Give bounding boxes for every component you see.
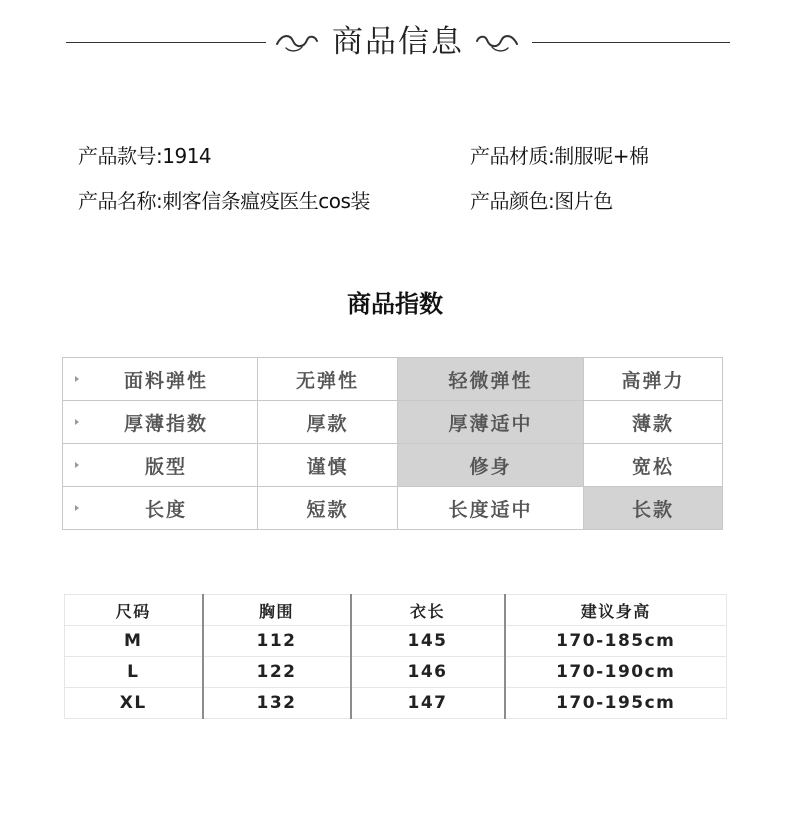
ornament-swirl-left-icon [274,30,320,54]
index-row-label-text: 版型 [144,455,187,478]
index-row-label-text: 厚薄指数 [123,412,208,435]
size-table-cell: 146 [351,657,505,688]
size-table-row [65,626,727,657]
bullet-triangle-icon [75,376,79,382]
bullet-triangle-icon [75,505,79,511]
info-material-value: 制服呢+棉 [554,144,649,168]
size-table-cell: M [65,626,203,657]
size-table-header-cell: 建议身高 [505,595,727,626]
size-table-header-cell: 尺码 [65,595,203,626]
bullet-triangle-icon [75,462,79,468]
index-option: 长款 [584,487,723,530]
size-table-cell: XL [65,688,203,719]
size-table-row [65,688,727,719]
index-option: 谨慎 [258,444,398,487]
size-table-header-row [65,595,727,626]
index-option: 修身 [398,444,584,487]
index-option: 厚款 [258,401,398,444]
size-table-header-cell: 胸围 [203,595,351,626]
index-row [63,401,723,444]
size-table-cell: L [65,657,203,688]
header-rule-left [66,42,266,43]
size-table-cell: 170-190cm [505,657,727,688]
page-title: 商品信息 [332,24,464,60]
info-name [78,187,370,215]
info-name-label: 产品名称: [78,189,163,213]
index-row [63,487,723,530]
size-table-cell: 112 [203,626,351,657]
index-row-label [63,487,258,530]
info-color [470,187,613,215]
index-option: 无弹性 [258,358,398,401]
info-model-label: 产品款号: [78,144,163,168]
bullet-triangle-icon [75,419,79,425]
header-rule-right [532,42,730,43]
size-table-header-cell: 衣长 [351,595,505,626]
index-option: 轻微弹性 [398,358,584,401]
index-row [63,444,723,487]
index-option: 薄款 [584,401,723,444]
index-section-title: 商品指数 [347,290,443,318]
index-row-label-text: 长度 [144,498,187,521]
index-row-label [63,401,258,444]
index-option: 宽松 [584,444,723,487]
size-table-cell: 122 [203,657,351,688]
size-table-cell: 170-185cm [505,626,727,657]
index-row-label [63,358,258,401]
index-table [62,357,723,530]
info-model-value: 1914 [162,144,212,168]
size-table-cell: 145 [351,626,505,657]
info-model [78,142,211,170]
size-table-row [65,657,727,688]
info-material-label: 产品材质: [470,144,555,168]
index-row-label [63,444,258,487]
index-option: 厚薄适中 [398,401,584,444]
info-name-value: 刺客信条瘟疫医生cos装 [162,189,370,213]
info-color-value: 图片色 [554,189,613,213]
index-option: 长度适中 [398,487,584,530]
ornament-swirl-right-icon [474,30,520,54]
index-row-label-text: 面料弹性 [123,369,208,392]
index-option: 高弹力 [584,358,723,401]
info-color-label: 产品颜色: [470,189,555,213]
index-row [63,358,723,401]
info-material [470,142,649,170]
size-table [64,594,727,719]
index-option: 短款 [258,487,398,530]
size-table-cell: 132 [203,688,351,719]
size-table-cell: 147 [351,688,505,719]
size-table-cell: 170-195cm [505,688,727,719]
